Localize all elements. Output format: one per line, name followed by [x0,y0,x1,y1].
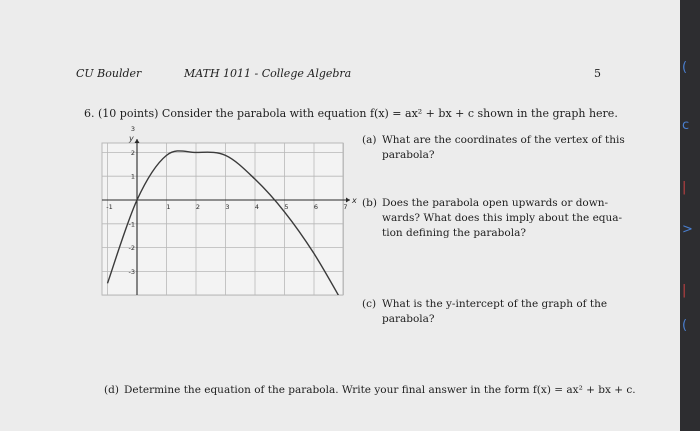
part-d [104,383,636,398]
x-tick-label: 1 [166,203,171,211]
header-school: CU Boulder [76,67,142,80]
parabola-graph [92,125,358,303]
x-tick-label: 2 [195,203,201,211]
x-tick-label: 4 [254,203,260,211]
part-a-line-1: What are the coordinates of the vertex of this [382,134,625,146]
part-d-label: (d) [104,384,119,396]
x-axis-arrowhead [346,198,350,203]
y-tick-label: -2 [128,244,135,253]
edge-glyph-1: ( [682,60,688,75]
header-course: MATH 1011 - College Algebra [184,67,352,80]
x-tick-label: 5 [284,203,289,211]
part-c-line-2: parabola? [382,313,435,325]
edge-glyph-6: ( [682,318,688,333]
x-tick-label: -1 [106,203,113,211]
edge-glyph-4: > [682,222,693,237]
part-c [362,297,607,327]
adjacent-window-edge [680,0,700,431]
part-a [362,133,625,163]
x-tick-label: 6 [313,203,319,211]
part-c-label: (c) [362,298,377,310]
x-axis-label: x [352,196,357,205]
part-a-label: (a) [362,134,377,146]
y-tick-label: 1 [130,172,135,181]
question-text: Consider the parabola with equation f(x) = ax² + bx + c shown in the graph here. [161,107,618,120]
part-d-text: Determine the equation of the parabola. Write your final answer in the form f(x) = ax² + bx + c. [124,384,636,396]
edge-glyph-5: | [682,283,687,298]
x-tick-label: 7 [343,203,348,211]
question-points: (10 points) [98,107,159,120]
part-c-line-1: What is the y-intercept of the graph of the [382,298,608,310]
y-axis-arrowhead [135,139,140,143]
y-axis-label: y [129,134,134,143]
part-a-line-2: parabola? [382,149,435,161]
part-b-line-2: wards? What does this imply about the equa- [382,212,623,224]
question-number: 6. [84,107,95,120]
edge-glyph-3: | [682,180,687,195]
x-tick-label: 3 [225,203,230,211]
question-header [84,107,618,120]
y-tick-label: 2 [130,148,135,157]
edge-glyph-2: c [682,118,690,133]
y-tick-label: -3 [128,267,135,276]
page-number: 5 [594,67,601,80]
part-b-line-1: Does the parabola open upwards or down- [382,197,609,209]
y-tick-label: -1 [128,220,135,229]
part-b-label: (b) [362,197,377,209]
graph-area [102,143,343,295]
part-b-line-3: tion defining the parabola? [382,227,526,239]
part-b [362,196,622,241]
y-tick-label: 3 [130,125,135,134]
